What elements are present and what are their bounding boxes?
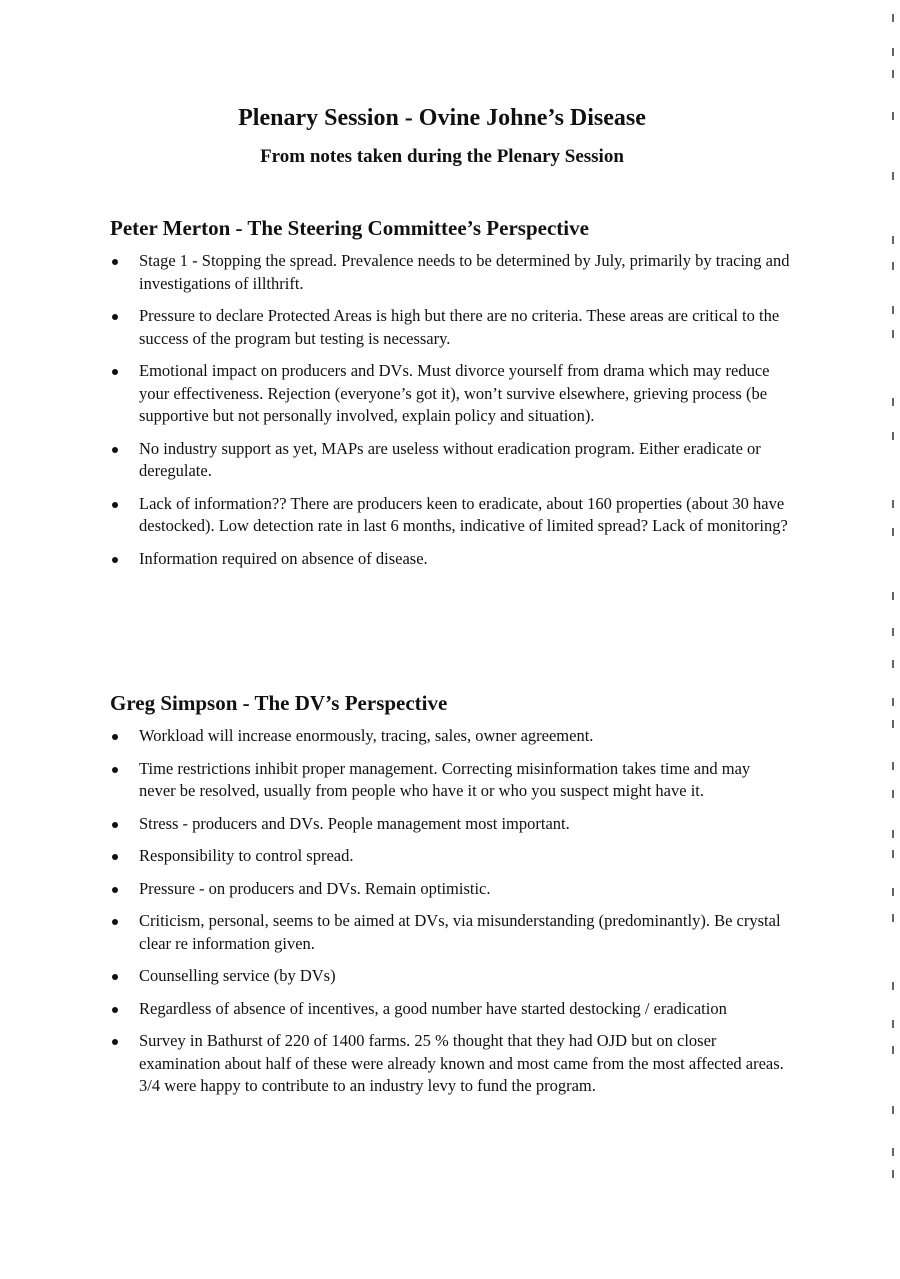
list-item	[110, 493, 790, 538]
list-item-text: Time restrictions inhibit proper management. Correcting misinformation takes time and may never be resolved, usually from people who have it or who you suspect might have it.	[139, 758, 751, 800]
list-item-text: Emotional impact on producers and DVs. Must divorce yourself from drama which may reduce your effectiveness. Rejection (everyone’s got it), won’t survive elsewhere, grieving process (be supportive but not personally involved, explain policy and situation).	[139, 361, 770, 425]
scan-mark	[892, 720, 894, 728]
section-heading: Peter Merton - The Steering Committee’s Perspective	[110, 216, 589, 240]
scan-mark	[892, 528, 894, 536]
scan-mark	[892, 762, 894, 770]
page-title: Plenary Session - Ovine Johne’s Disease	[238, 105, 646, 131]
bullet-icon	[112, 854, 118, 860]
list-item	[110, 998, 790, 1021]
scan-mark	[892, 914, 894, 922]
bullet-icon	[112, 447, 118, 453]
list-item	[110, 438, 790, 483]
section-greg-simpson	[110, 690, 790, 1108]
list-item	[110, 1030, 790, 1098]
list-item	[110, 845, 790, 868]
list-item-text: Information required on absence of disease.	[139, 548, 428, 568]
scan-margin-marks	[880, 0, 900, 1279]
bullet-icon	[112, 734, 118, 740]
scan-mark	[892, 306, 894, 314]
bullet-icon	[112, 502, 118, 508]
section-heading: Greg Simpson - The DV’s Perspective	[110, 691, 448, 715]
scan-mark	[892, 14, 894, 22]
scan-mark	[892, 660, 894, 668]
bullet-icon	[112, 767, 118, 773]
list-item-text: No industry support as yet, MAPs are useless without eradication program. Either eradicate or deregulate.	[139, 438, 761, 480]
scan-mark	[892, 790, 894, 798]
list-item-text: Survey in Bathurst of 220 of 1400 farms. 25 % thought that they had OJD but on closer examination about half of these were already known and most came from the most affected areas. 3/4 were happy to contribute to an industry levy to fund the program.	[139, 1031, 784, 1095]
scan-mark	[892, 432, 894, 440]
list-item	[110, 360, 790, 428]
list-item	[110, 305, 790, 350]
list-item-text: Stress - producers and DVs. People management most important.	[139, 813, 570, 833]
bullet-icon	[112, 919, 118, 925]
bullet-icon	[112, 1007, 118, 1013]
list-item	[110, 725, 790, 748]
bullet-icon	[112, 314, 118, 320]
scan-mark	[892, 1046, 894, 1054]
bullet-icon	[112, 1039, 118, 1045]
scan-mark	[892, 592, 894, 600]
scan-mark	[892, 1106, 894, 1114]
scan-mark	[892, 982, 894, 990]
scan-mark	[892, 172, 894, 180]
bullet-icon	[112, 557, 118, 563]
list-item-text: Criticism, personal, seems to be aimed at DVs, via misunderstanding (predominantly). Be crystal clear re information given.	[139, 911, 781, 953]
scan-mark	[892, 70, 894, 78]
list-item	[110, 910, 790, 955]
bullet-icon	[112, 259, 118, 265]
scan-mark	[892, 628, 894, 636]
scan-mark	[892, 1148, 894, 1156]
scan-mark	[892, 398, 894, 406]
scan-mark	[892, 830, 894, 838]
bullet-icon	[112, 369, 118, 375]
scan-mark	[892, 48, 894, 56]
list-item-text: Pressure to declare Protected Areas is high but there are no criteria. These areas are critical to the success of the program but testing is necessary.	[139, 306, 780, 348]
list-item-text: Lack of information?? There are producers keen to eradicate, about 160 properties (about 30 have destocked). Low detection rate in last 6 months, indicative of limited spread? Lack of monitoring?	[139, 493, 788, 535]
scan-mark	[892, 112, 894, 120]
bullet-list	[110, 250, 790, 570]
scan-mark	[892, 330, 894, 338]
list-item-text: Pressure - on producers and DVs. Remain optimistic.	[139, 878, 491, 898]
scan-mark	[892, 500, 894, 508]
list-item-text: Responsibility to control spread.	[139, 846, 354, 865]
list-item	[110, 758, 790, 803]
page-subtitle: From notes taken during the Plenary Session	[260, 146, 624, 167]
list-item-text: Stage 1 - Stopping the spread. Prevalence needs to be determined by July, primarily by tracing and investigations of illthrift.	[139, 251, 790, 293]
section-peter-merton	[110, 215, 790, 580]
bullet-list	[110, 725, 790, 1098]
scan-mark	[892, 888, 894, 896]
list-item-text: Workload will increase enormously, tracing, sales, owner agreement.	[139, 726, 594, 745]
list-item-text: Regardless of absence of incentives, a good number have started destocking / eradication	[139, 998, 727, 1018]
scan-mark	[892, 1020, 894, 1028]
bullet-icon	[112, 887, 118, 893]
list-item	[110, 813, 790, 836]
scan-mark	[892, 698, 894, 706]
list-item	[110, 250, 790, 295]
scan-mark	[892, 236, 894, 244]
list-item-text: Counselling service (by DVs)	[139, 966, 336, 985]
list-item	[110, 965, 790, 988]
scan-mark	[892, 262, 894, 270]
bullet-icon	[112, 822, 118, 828]
scan-mark	[892, 1170, 894, 1178]
list-item	[110, 878, 790, 901]
list-item	[110, 548, 790, 571]
bullet-icon	[112, 974, 118, 980]
scan-mark	[892, 850, 894, 858]
